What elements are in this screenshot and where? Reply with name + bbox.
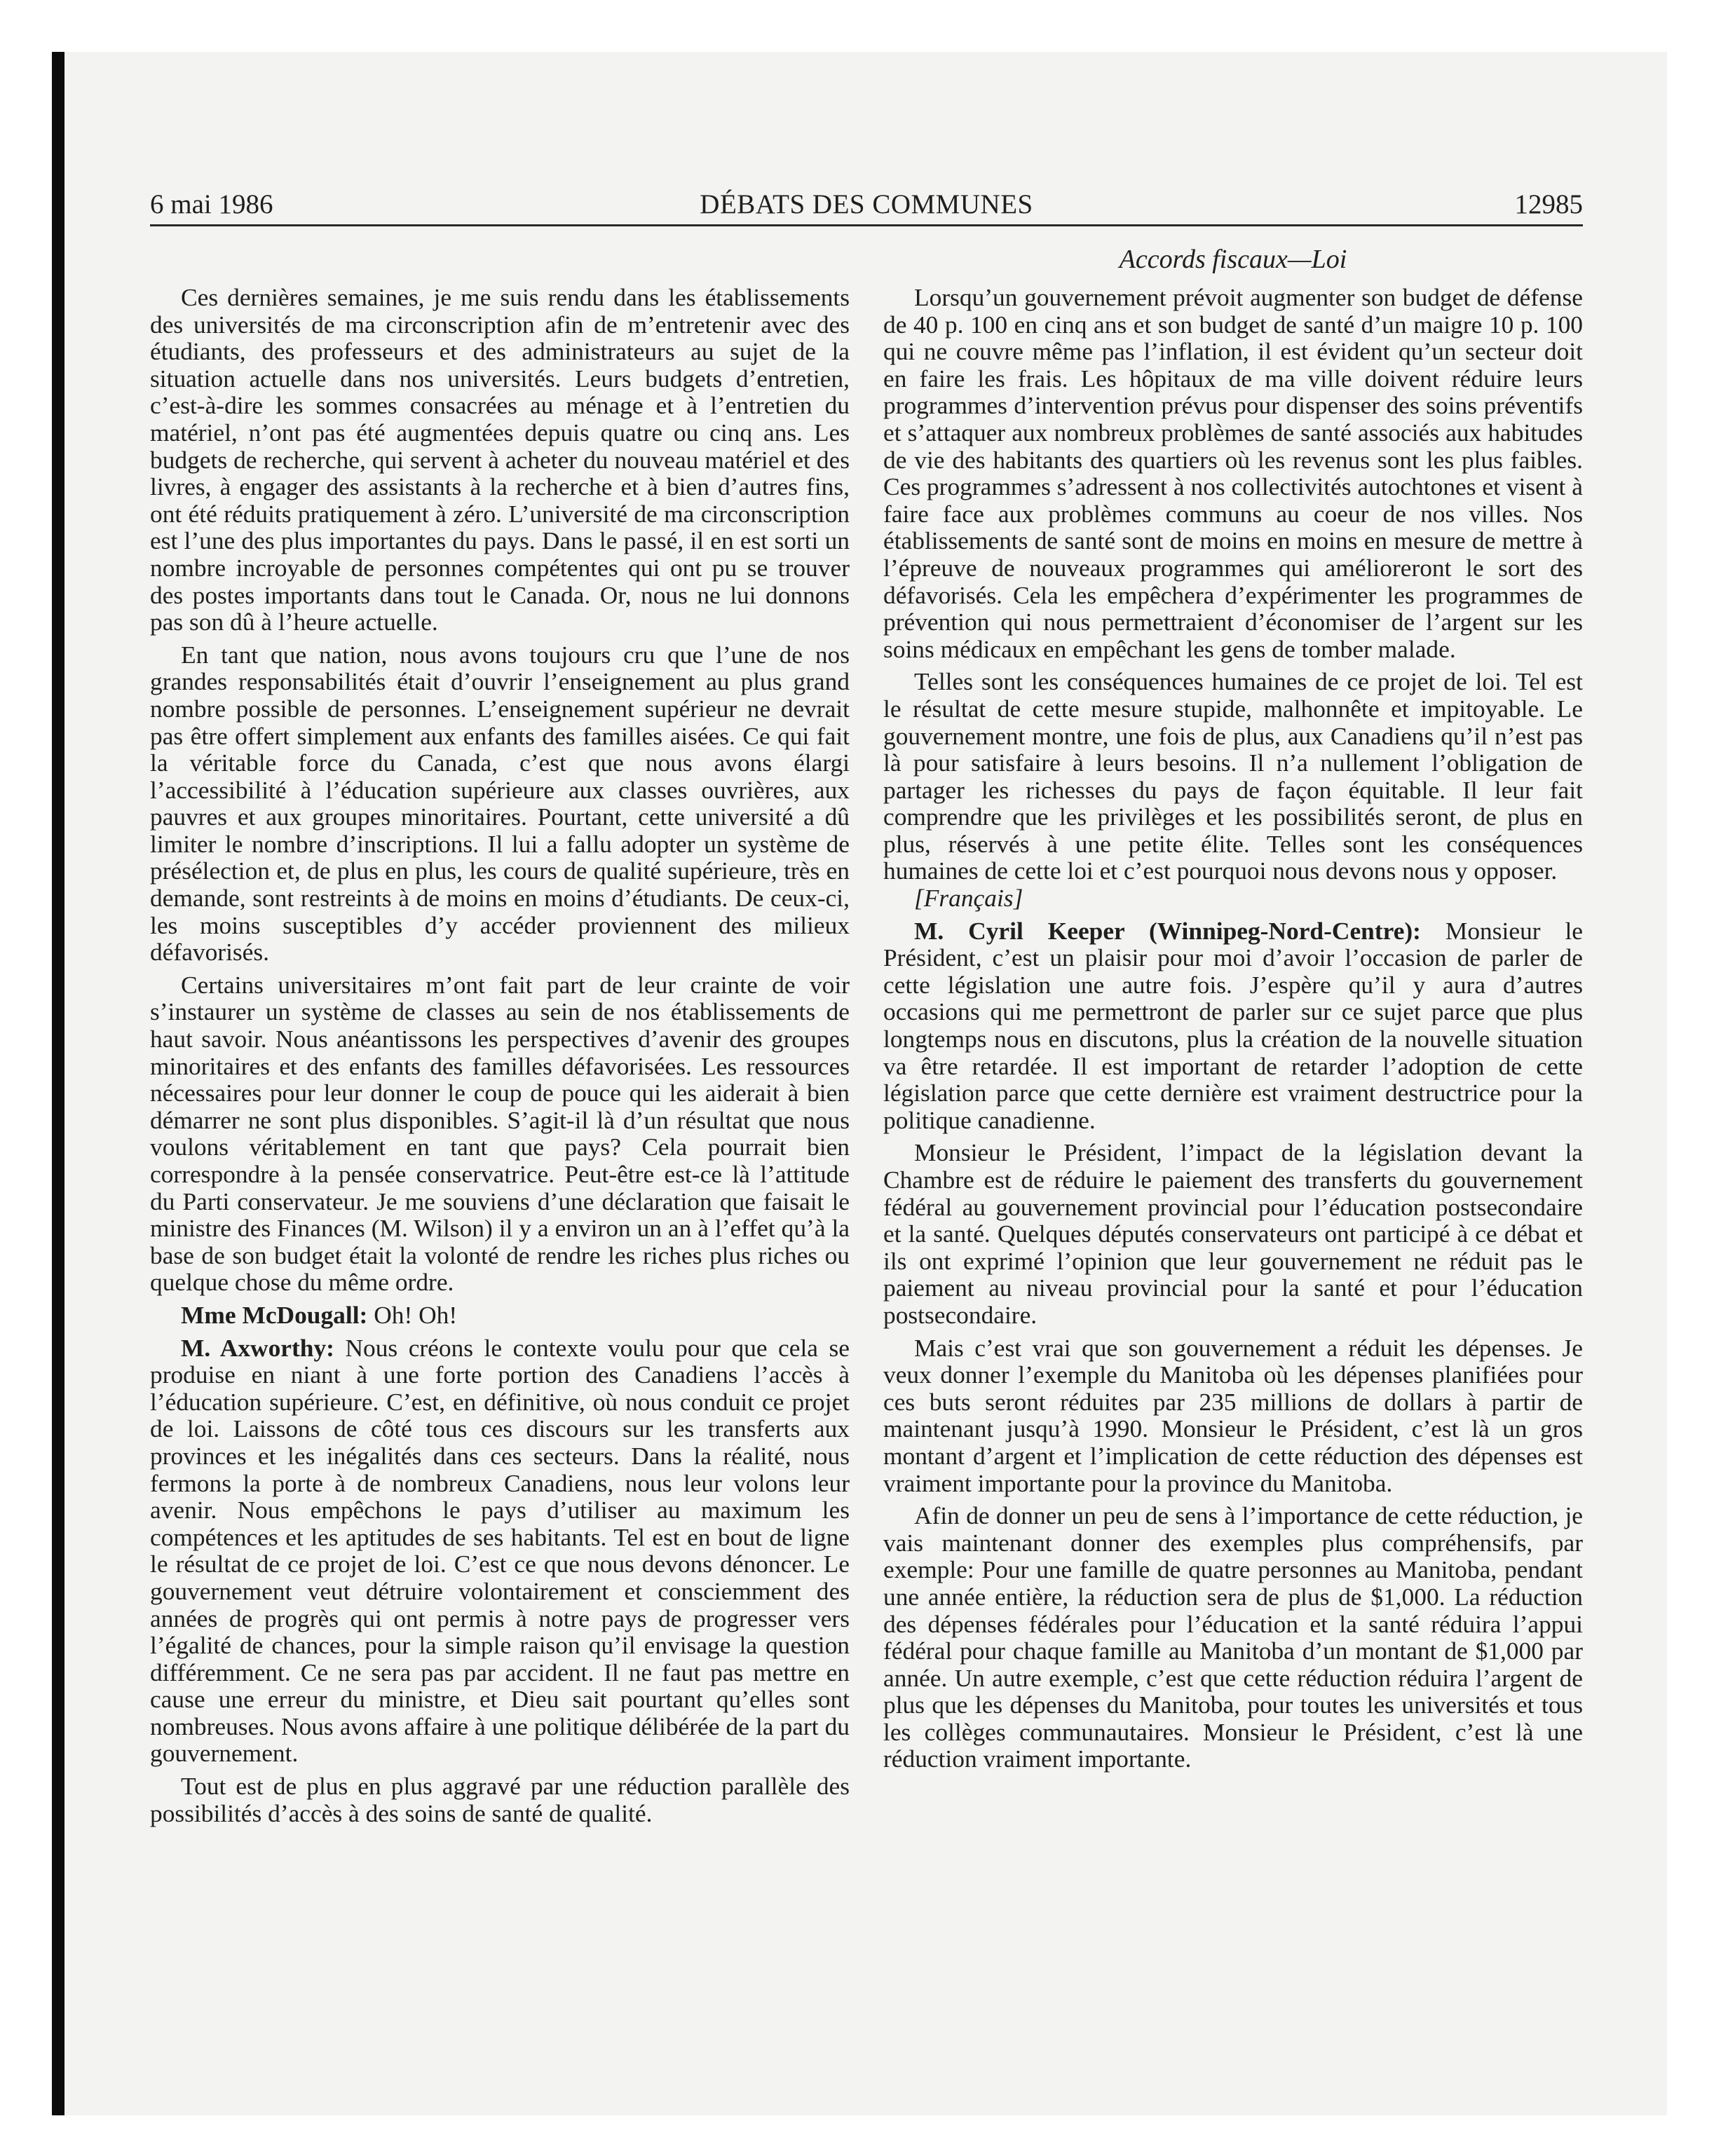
paragraph: Ces dernières semaines, je me suis rendu dans les établissements des universités de ma circonscription afin de m’entretenir avec des étudiants, des professeurs et des administrateurs au sujet de la situation actuelle dans nos universités. Leurs budgets d’entretien, c’est-à-dire les sommes consacrées au ménage et à l’entretien du matériel, n’ont pas été augmentées depuis quatre ou cinq ans. Les budgets de recherche, qui servent à acheter du nouveau matériel et des livres, à engager des assistants à la recherche et à bien d’autres fins, ont été réduits pratiquement à zéro. L’université de ma circonscription est l’une des plus importantes du pays. Dans le passé, il en est sorti un nombre incroyable de personnes compétentes qui ont pu se trouver des postes importants dans tout le Canada. Or, nous ne lui donnons pas son dû à l’heure actuelle. xyxy=(150,283,850,636)
paragraph: Mais c’est vrai que son gouvernement a réduit les dépenses. Je veux donner l’exemple du Manitoba où les dépenses planifiées pour ces buts seront réduites par 235 millions de dollars à partir de maintenant jusqu’à 1990. Monsieur le Président, c’est là un gros montant d’argent et l’implication de cette réduction des dépenses est vraiment importante pour la province du Manitoba. xyxy=(883,1333,1583,1497)
speech-paragraph xyxy=(150,1302,850,1329)
speech-text: Oh! Oh! xyxy=(367,1300,458,1329)
paragraph: Monsieur le Président, l’impact de la législation devant la Chambre est de réduire le paiement des transferts du gouvernement fédéral au gouvernement provincial pour l’éducation postsecondaire et la santé. Quelques députés conservateurs ont participé à ce débat et ils ont exprimé l’opinion que leur gouvernement ne réduit pas le paiement au niveau provincial pour la santé et pour l’éducation postsecondaire. xyxy=(883,1138,1583,1329)
header-title: DÉBATS DES COMMUNES xyxy=(700,189,1033,219)
paragraph: Tout est de plus en plus aggravé par une réduction parallèle des possibilités d’accès à des soins de santé de qualité. xyxy=(150,1772,850,1827)
speech-text: Nous créons le contexte voulu pour que cela se produise en niant à une forte portion des Canadiens l’accès à l’éducation supérieure. C’est, en définitive, où nous conduit ce projet de loi. Laissons de côté tous ces discours sur les transferts aux provinces et les inégalités dans ces secteurs. Dans la réalité, nous fermons la porte à de nombreux Canadiens, nous leur volons leur avenir. Nous empêchons le pays d’utiliser au maximum les compétences et les aptitudes de ses habitants. Tel est en bout de ligne le résultat de ce projet de loi. C’est ce que nous devons dénoncer. Le gouvernement veut détruire volontairement et consciemment des années de progrès qui ont permis à notre pays de progresser vers l’égalité de chances, pour la simple raison qu’il envisage la question différemment. Ce ne sera pas par accident. Il ne faut pas mettre en cause une erreur du ministre, et Dieu sait pourtant qu’elles sont nombreuses. Nous avons affaire à une politique délibérée de la part du gouvernement. xyxy=(150,1333,850,1768)
left-column xyxy=(150,284,850,1832)
speaker-name: Mme McDougall: xyxy=(181,1300,368,1329)
subject-heading: Accords fiscaux—Loi xyxy=(1119,245,1347,274)
paragraph: Lorsqu’un gouvernement prévoit augmenter son budget de défense de 40 p. 100 en cinq ans et son budget de santé d’un maigre 10 p. 100 qui ne couvre même pas l’inflation, il est évident qu’un secteur doit en faire les frais. Les hôpitaux de ma ville doivent réduire leurs programmes d’intervention prévus pour dispenser des soins préventifs et s’attaquer aux nombreux problèmes de santé associés aux habitudes de vie des habitants des quartiers où les revenus sont les plus faibles. Ces programmes s’adressent à nos collectivités autochtones et visent à faire face aux problèmes communs au coeur de nos villes. Nos établissements de santé sont de moins en moins en mesure de mettre à l’épreuve de nouveaux programmes qui amélioreront le sort des défavorisés. Cela les empêchera d’expérimenter les programmes de prévention qui nous permettraient d’économiser de l’argent sur les soins médicaux en empêchant les gens de tomber malade. xyxy=(883,283,1583,663)
scan-edge xyxy=(52,52,64,2115)
speaker-name: M. Axworthy: xyxy=(181,1333,334,1362)
speech-paragraph xyxy=(883,917,1583,1134)
right-column xyxy=(883,284,1583,1778)
page-header xyxy=(150,188,1583,221)
paragraph: Certains universitaires m’ont fait part de leur crainte de voir s’instaurer un système de classes au sein de nos établissements de haut savoir. Nous anéantissons les perspectives d’avenir des groupes minoritaires et des enfants des familles défavorisées. Les ressources nécessaires pour leur donner le coup de pouce qui les aiderait à bien démarrer ne sont plus disponibles. S’agit-il là d’un résultat que nous voulons véritablement en tant que pays? Cela pourrait bien correspondre à la pensée conservatrice. Peut-être est-ce là l’attitude du Parti conservateur. Je me souviens d’une déclaration que faisait le ministre des Finances (M. Wilson) il y a environ un an à l’effet qu’à la base de son budget était la volonté de rendre les riches plus riches ou quelque chose du même ordre. xyxy=(150,970,850,1297)
header-date: 6 mai 1986 xyxy=(150,189,273,219)
header-page-number: 12985 xyxy=(1514,189,1583,219)
speaker-name: M. Cyril Keeper (Winnipeg-Nord-Centre): xyxy=(914,916,1421,945)
speech-text: Monsieur le Président, c’est un plaisir pour moi d’avoir l’occasion de parler de cette législation une autre fois. J’espère qu’il y aura d’autres occasions qui me permettront de parler sur ce sujet parce que plus longtemps nous en discutons, plus la création de la nouvelle situation va être retardée. Il est important de retarder l’adoption de cette législation parce que cette dernière est vraiment destructrice pour la politique canadienne. xyxy=(883,916,1584,1134)
paragraph: Telles sont les conséquences humaines de ce projet de loi. Tel est le résultat de cette mesure stupide, malhonnête et impitoyable. Le gouvernement montre, une fois de plus, aux Canadiens qu’il n’est pas là pour satisfaire à leurs besoins. Il n’a nullement l’obligation de partager les richesses du pays de façon équitable. Il leur fait comprendre que les privilèges et les possibilités seront, de plus en plus, réservés à une petite élite. Telles sont les conséquences humaines de cette loi et c’est pourquoi nous devons nous y opposer. xyxy=(883,667,1583,885)
paragraph: Afin de donner un peu de sens à l’importance de cette réduction, je vais maintenant donner des exemples plus compréhensifs, par exemple: Pour une famille de quatre personnes au Manitoba, pendant une année entière, la réduction sera de plus de $1,000. La réduction des dépenses fédérales pour l’éducation et la santé réduira l’appui fédéral pour chaque famille au Manitoba d’un montant de $1,000 par année. Un autre exemple, c’est que cette réduction réduira l’argent de plus que les dépenses du Manitoba, pour toutes les universités et tous les collèges communautaires. Monsieur le Président, c’est là une réduction vraiment importante. xyxy=(883,1501,1583,1773)
speech-paragraph xyxy=(150,1335,850,1768)
paragraph: En tant que nation, nous avons toujours cru que l’une de nos grandes responsabilités était d’ouvrir l’enseignement au plus grand nombre possible de personnes. L’enseignement supérieur ne devrait pas être offert simplement aux enfants des familles aisées. Ce qui fait la véritable force du Canada, c’est que nous avons élargi l’accessibilité à l’éducation supérieure aux classes ouvrières, aux pauvres et aux groupes minoritaires. Pourtant, cette université a dû limiter le nombre d’inscriptions. Il lui a fallu adopter un système de présélection et, de plus en plus, les cours de qualité supérieure, très en demande, sont restreints à de moins en moins d’étudiants. De ceux-ci, les moins susceptibles d’y accéder proviennent des milieux défavorisés. xyxy=(150,640,850,967)
header-rule xyxy=(150,224,1583,226)
language-note: [Français] xyxy=(914,884,1023,913)
